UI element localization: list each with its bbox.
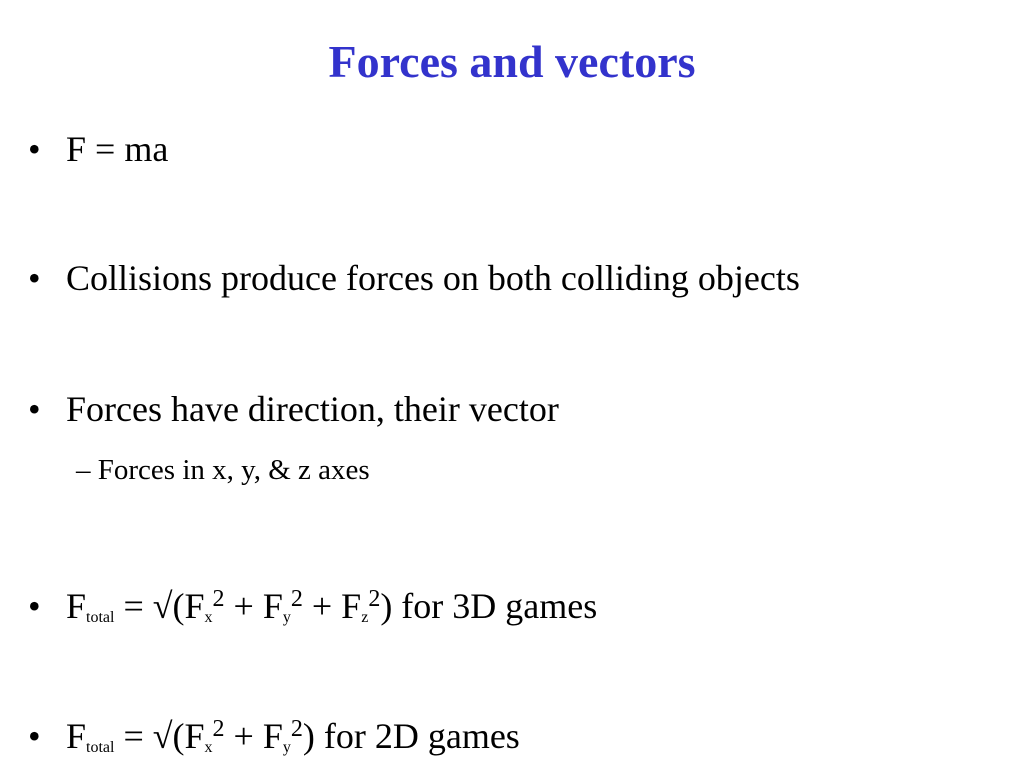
exponent-y: 2 [290,716,303,742]
bullet-item-formula-2d [28,707,520,770]
exponent-x: 2 [212,586,225,612]
formula-plus-z: + F [302,586,362,626]
sub-bullet-axes: – Forces in x, y, & z axes [76,454,370,486]
subscript-x: x [204,739,213,756]
bullet-text: F = ma [66,129,169,169]
subscript-y: y [282,609,291,626]
formula-plus-y: + F [224,586,283,626]
formula-eq-open: = √(F [114,716,205,756]
bullet-item-newton-law [28,127,168,171]
subscript-z: z [361,609,369,626]
formula-base: F [66,586,87,626]
formula-tail: ) for 2D games [302,716,520,756]
formula-plus-y: + F [224,716,283,756]
exponent-x: 2 [212,716,225,742]
bullet-icon: • [28,586,41,626]
exponent-y: 2 [290,586,303,612]
formula-eq-open: = √(F [114,586,205,626]
bullet-text: Collisions produce forces on both colliding objects [66,258,800,298]
bullet-item-formula-3d [28,577,597,640]
subscript-x: x [204,609,213,626]
slide-title: Forces and vectors [328,36,696,87]
bullet-item-collisions [28,256,800,300]
subscript-total: total [86,739,115,756]
formula-base: F [66,716,87,756]
subscript-total: total [86,609,115,626]
bullet-icon: • [28,258,41,298]
bullet-text: Forces have direction, their vector [66,389,559,429]
bullet-icon: • [28,129,41,169]
subscript-y: y [282,739,291,756]
exponent-z: 2 [368,586,381,612]
bullet-icon: • [28,389,41,429]
bullet-icon: • [28,716,41,756]
formula-tail: ) for 3D games [380,586,598,626]
bullet-item-direction [28,387,559,431]
